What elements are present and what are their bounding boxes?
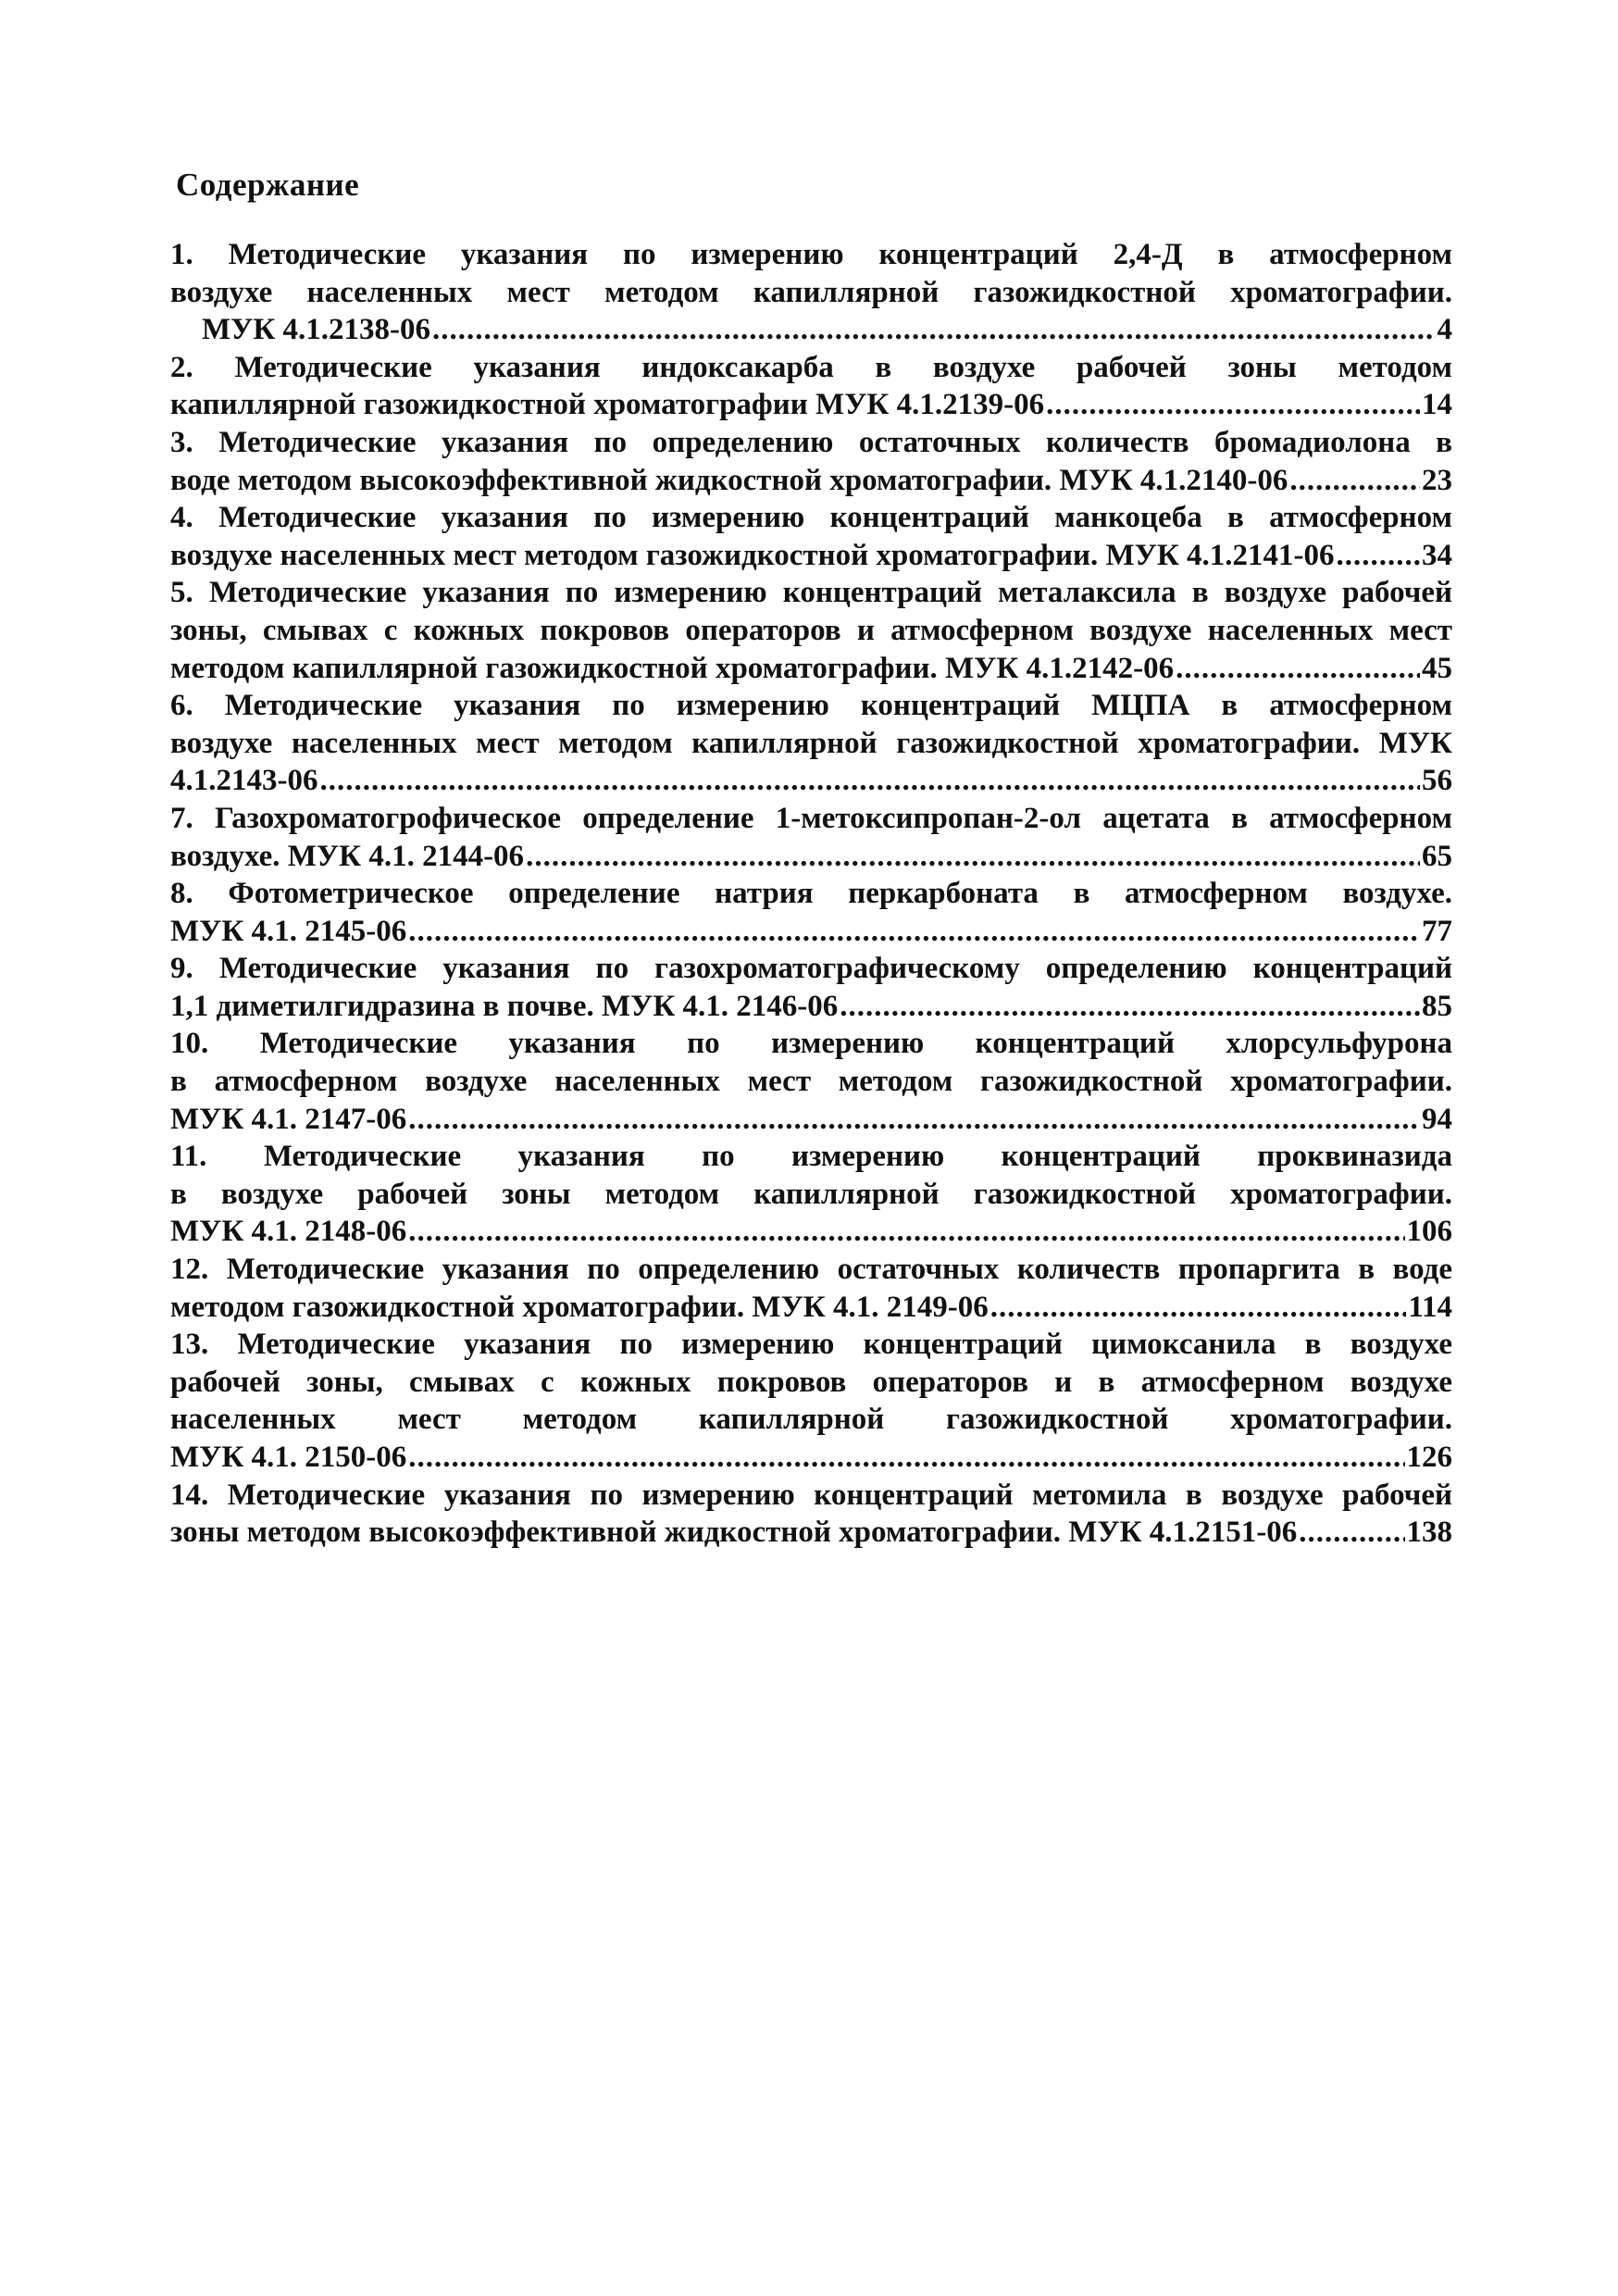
- dot-leader: [1289, 462, 1420, 500]
- toc-entry-reference: МУК 4.1. 2147-06: [170, 1102, 407, 1136]
- dot-leader: [990, 1289, 1407, 1327]
- toc-entry-reference: МУК 4.1. 2148-06: [170, 1215, 407, 1249]
- toc-entry-reference: методом газожидкостной хроматографии. МУК 4.1. 2149-06: [170, 1290, 989, 1324]
- toc-entry-line: 6. Методические указания по измерению концентраций МЦПА в атмосферном: [170, 689, 1452, 723]
- dot-leader: [1176, 650, 1420, 688]
- toc-entry-reference: капиллярной газожидкостной хроматографии МУК 4.1.2139-06: [170, 388, 1045, 422]
- toc-entry-reference: воздухе. МУК 4.1. 2144-06: [170, 839, 525, 873]
- toc-entry: [170, 875, 1452, 950]
- toc-entry-reference: МУК 4.1. 2145-06: [170, 914, 407, 948]
- toc-entry-line: зоны, смывах с кожных покровов операторов и атмосферном воздухе населенных мест: [170, 613, 1452, 647]
- toc-entry-reference: зоны методом высокоэффективной жидкостной хроматографии. МУК 4.1.2151-06: [170, 1516, 1298, 1550]
- dot-leader: [320, 762, 1421, 800]
- dot-leader: [432, 311, 1435, 349]
- toc-entry-last-line: [170, 913, 1452, 951]
- toc-entry-line: 10. Методические указания по измерению концентраций хлорсульфурона: [170, 1027, 1452, 1061]
- toc-entry-last-line: [170, 1439, 1452, 1477]
- toc-entry: [170, 424, 1452, 499]
- toc-entry-line: 14. Методические указания по измерению концентраций метомила в воздухе рабочей: [170, 1478, 1452, 1512]
- toc-entry-last-line: [170, 386, 1452, 424]
- toc-entry-last-line: [170, 1213, 1452, 1251]
- toc-entry-reference: 1,1 диметилгидразина в почве. МУК 4.1. 2146-06: [170, 989, 839, 1023]
- toc-entry-line: 9. Методические указания по газохроматографическому определению концентраций: [170, 952, 1452, 986]
- dot-leader: [1337, 537, 1420, 575]
- toc-entry: [170, 1251, 1452, 1326]
- toc-page-number: 77: [1422, 914, 1452, 948]
- toc-entry-line: 3. Методические указания по определению остаточных количеств бромадиолона в: [170, 425, 1452, 459]
- toc-entry-last-line: [170, 1289, 1452, 1327]
- dot-leader: [408, 1213, 1404, 1251]
- toc-entry: [170, 236, 1452, 349]
- toc-entry-line: 2. Методические указания индоксакарба в воздухе рабочей зоны методом: [170, 350, 1452, 384]
- toc-entry-last-line: [170, 988, 1452, 1026]
- toc-entry: [170, 499, 1452, 574]
- toc-entry-last-line: [170, 1101, 1452, 1139]
- toc-page-number: 126: [1406, 1441, 1452, 1474]
- toc-entry-line: 11. Методические указания по измерению концентраций проквиназида: [170, 1140, 1452, 1174]
- dot-leader: [408, 1439, 1404, 1477]
- toc-entry-line: населенных мест методом капиллярной газожидкостной хроматографии.: [170, 1403, 1452, 1437]
- toc-page-number: 114: [1408, 1290, 1452, 1324]
- toc-entry: [170, 574, 1452, 687]
- toc-entry-line: воздухе населенных мест методом капиллярной газожидкостной хроматографии.: [170, 275, 1452, 309]
- toc-page-number: 106: [1406, 1215, 1452, 1249]
- toc-page-number: 85: [1422, 989, 1452, 1023]
- table-of-contents: [170, 236, 1452, 1552]
- toc-entry-line: 7. Газохроматогрофическое определение 1-метоксипропан-2-ол ацетата в атмосферном: [170, 801, 1452, 835]
- toc-entry-last-line: [170, 311, 1452, 349]
- toc-entry-line: 13. Методические указания по измерению концентраций цимоксанила в воздухе: [170, 1328, 1452, 1362]
- dot-leader: [840, 988, 1420, 1026]
- dot-leader: [1299, 1514, 1404, 1552]
- toc-entry-reference: воздухе населенных мест методом газожидкостной хроматографии. МУК 4.1.2141-06: [170, 538, 1335, 572]
- toc-entry: [170, 1477, 1452, 1552]
- dot-leader: [526, 838, 1420, 876]
- toc-page-number: 65: [1422, 839, 1452, 873]
- toc-page-number: 45: [1422, 651, 1452, 685]
- toc-page-number: 34: [1422, 538, 1452, 572]
- toc-entry-line: в атмосферном воздухе населенных мест методом газожидкостной хроматографии.: [170, 1065, 1452, 1099]
- toc-page-number: 138: [1406, 1516, 1452, 1550]
- toc-entry-last-line: [170, 537, 1452, 575]
- toc-entry-reference: методом капиллярной газожидкостной хроматографии. МУК 4.1.2142-06: [170, 651, 1175, 685]
- dot-leader: [408, 913, 1420, 951]
- toc-page-number: 4: [1437, 313, 1452, 347]
- toc-entry-line: рабочей зоны, смывах с кожных покровов операторов и в атмосферном воздухе: [170, 1365, 1452, 1399]
- toc-page-number: 56: [1422, 764, 1452, 798]
- toc-entry: [170, 950, 1452, 1025]
- toc-entry-line: 8. Фотометрическое определение натрия перкарбоната в атмосферном воздухе.: [170, 877, 1452, 911]
- toc-entry-last-line: [170, 838, 1452, 876]
- toc-entry-line: 1. Методические указания по измерению концентраций 2,4-Д в атмосферном: [170, 238, 1452, 271]
- toc-entry-last-line: [170, 650, 1452, 688]
- toc-entry: [170, 1326, 1452, 1476]
- toc-entry: [170, 349, 1452, 424]
- toc-entry-last-line: [170, 762, 1452, 800]
- toc-heading: Содержание: [176, 167, 360, 203]
- toc-entry: [170, 800, 1452, 875]
- toc-entry-reference: МУК 4.1.2138-06: [202, 313, 431, 347]
- toc-entry-line: 4. Методические указания по измерению концентраций манкоцеба в атмосферном: [170, 501, 1452, 535]
- dot-leader: [408, 1101, 1420, 1139]
- toc-entry: [170, 687, 1452, 800]
- dot-leader: [1046, 386, 1420, 424]
- toc-entry: [170, 1138, 1452, 1251]
- toc-entry: [170, 1025, 1452, 1138]
- toc-entry-reference: воде методом высокоэффективной жидкостной хроматографии. МУК 4.1.2140-06: [170, 463, 1288, 497]
- toc-entry-line: воздухе населенных мест методом капиллярной газожидкостной хроматографии. МУК: [170, 726, 1452, 760]
- toc-entry-line: в воздухе рабочей зоны методом капиллярной газожидкостной хроматографии.: [170, 1177, 1452, 1211]
- toc-entry-line: 12. Методические указания по определению остаточных количеств пропаргита в воде: [170, 1253, 1452, 1287]
- toc-page-number: 23: [1422, 463, 1452, 497]
- toc-entry-reference: 4.1.2143-06: [170, 764, 318, 798]
- toc-entry-line: 5. Методические указания по измерению концентраций металаксила в воздухе рабочей: [170, 576, 1452, 610]
- toc-page-number: 94: [1422, 1102, 1452, 1136]
- toc-entry-last-line: [170, 1514, 1452, 1552]
- toc-entry-last-line: [170, 462, 1452, 500]
- toc-page-number: 14: [1422, 388, 1452, 422]
- toc-entry-reference: МУК 4.1. 2150-06: [170, 1441, 407, 1474]
